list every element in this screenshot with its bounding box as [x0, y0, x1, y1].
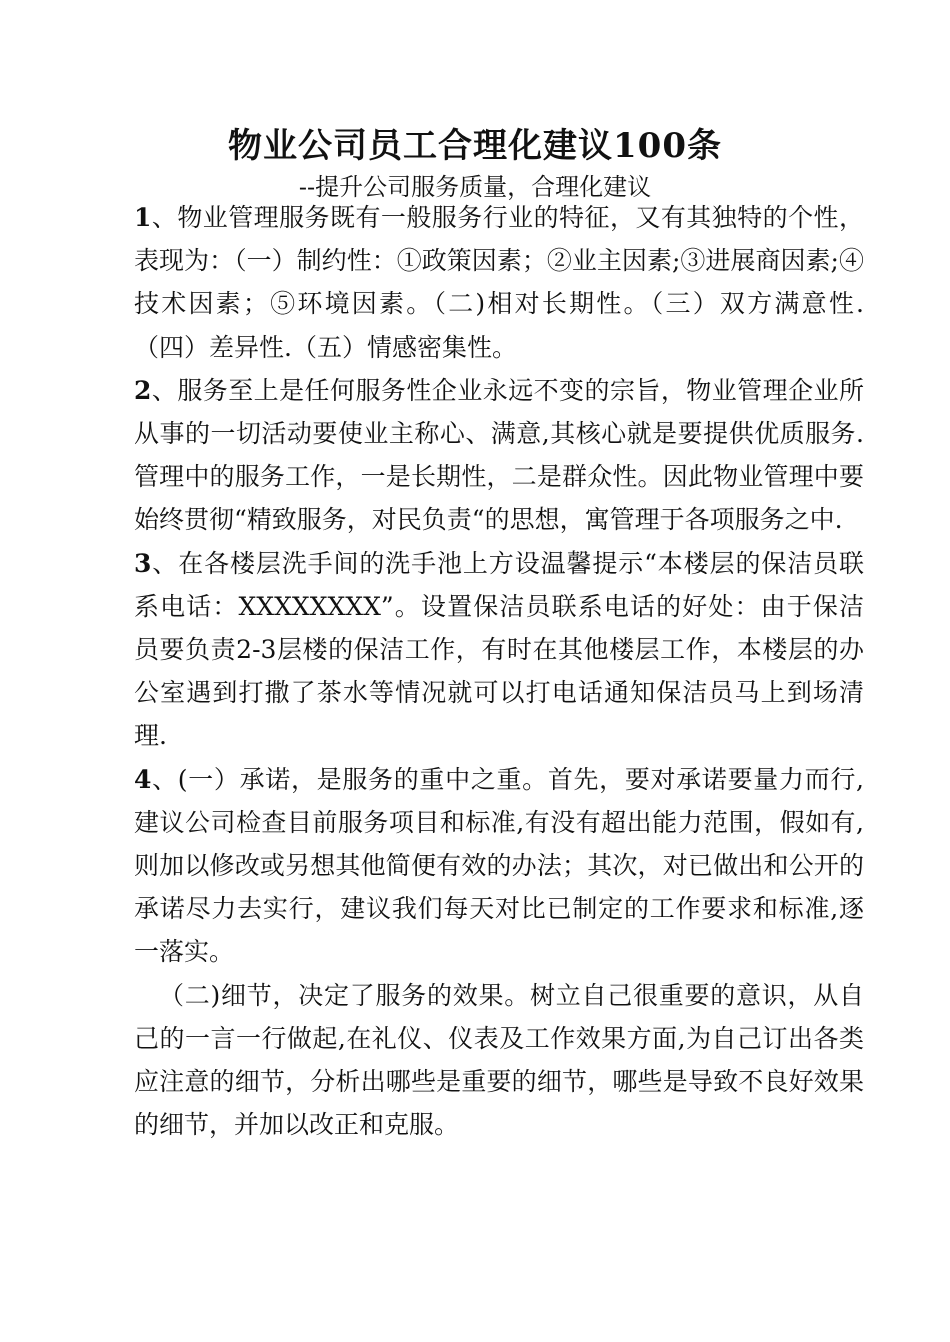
paragraph-number: 2	[134, 375, 152, 405]
paragraph-4	[134, 758, 864, 974]
paragraph-4-continued	[134, 974, 864, 1147]
paragraph-3	[134, 542, 864, 758]
paragraph-text: (一）承诺，是服务的重中之重。首先，要对承诺要量力而行,建议公司检查目前服务项目和标准,有没有超出能力范围，假如有,则加以修改或另想其他简便有效的办法；其次，对已做出和公开的承诺尽力去实行，建议我们每天对比已制定的工作要求和标准,逐一落实。	[134, 764, 864, 967]
paragraph-text: 物业管理服务既有一般服务行业的特征，又有其独特的个性，表现为：（一）制约性：①政策因素；②业主因素;③进展商因素;④技术因素；⑤环境因素。（二)相对长期性。（三）双方满意性.（四）差异性.（五）情感密集性。	[134, 203, 864, 362]
paragraph-separator: 、	[151, 548, 179, 578]
paragraph-1	[134, 196, 864, 369]
paragraph-text: 服务至上是任何服务性企业永远不变的宗旨，物业管理企业所从事的一切活动要使业主称心、满意,其核心就是要提供优质服务.管理中的服务工作，一是长期性，二是群众性。因此物业管理中要始终贯彻“精致服务，对民负责“的思想，寓管理于各项服务之中.	[134, 375, 864, 535]
paragraph-number: 3	[134, 548, 152, 578]
paragraph-separator: 、	[151, 375, 178, 405]
document-title: 物业公司员工合理化建议100条	[228, 126, 722, 166]
paragraph-number: 1	[134, 203, 152, 232]
paragraph-number: 4	[134, 764, 152, 794]
paragraph-2	[134, 369, 864, 542]
paragraph-text: （二)细节，决定了服务的效果。树立自己很重要的意识，从自己的一言一行做起,在礼仪、仪表及工作效果方面,为自己订出各类应注意的细节，分析出哪些是重要的细节，哪些是导致不良好效果的细节，并加以改正和克服。	[134, 980, 864, 1140]
document-body	[134, 196, 864, 1146]
paragraph-separator: 、	[151, 203, 178, 232]
document-subtitle: --提升公司服务质量，合理化建议	[298, 173, 652, 201]
paragraph-separator: 、	[151, 764, 178, 794]
paragraph-text: 在各楼层洗手间的洗手池上方设温馨提示“本楼层的保洁员联系电话：XXXXXXXX”。设置保洁员联系电话的好处：由于保洁员要负责2-3层楼的保洁工作，有时在其他楼层工作，本楼层的办公室遇到打撒了茶水等情况就可以打电话通知保洁员马上到场清理.	[134, 548, 864, 751]
